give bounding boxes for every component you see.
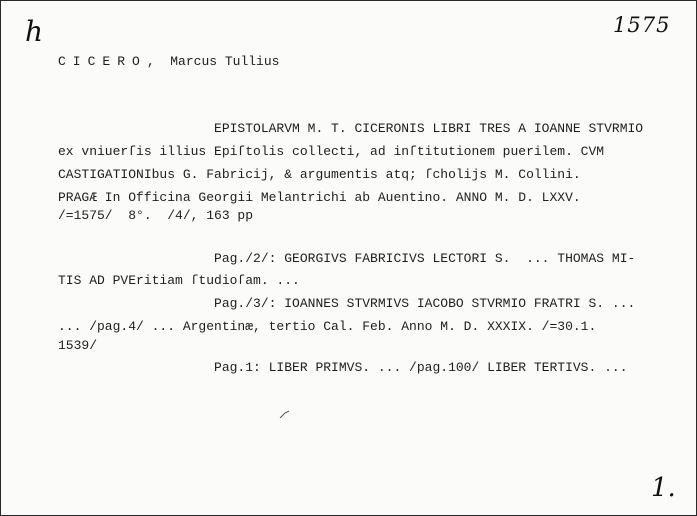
heading-separator: , — [146, 54, 155, 69]
title-line-3: CASTIGATIONIbus G. Fabricij, & argumentis atq; ſcholijs M. Collini. — [58, 167, 581, 182]
ink-speck — [279, 409, 291, 419]
handwritten-corner-mark: h — [25, 15, 44, 48]
note-line-6: Pag.1: LIBER PRIMVS. ... /pag.100/ LIBER TERTIVS. ... — [58, 360, 628, 375]
title-line-2: ex vniuerſis illius Epiſtolis collecti, ad inſtitutionem puerilem. CVM — [58, 144, 605, 159]
author-surname: CICERO — [58, 54, 147, 69]
handwritten-catalog-number: 1575 — [613, 13, 671, 37]
note-line-3: Pag./3/: IOANNES STVRMIVS IACOBO STVRMIO FRATRI S. ... — [58, 296, 636, 311]
author-heading — [58, 54, 279, 70]
title-line-1: EPISTOLARVM M. T. CICERONIS LIBRI TRES A IOANNE STVRMIO — [58, 121, 644, 136]
note-line-5: 1539/ — [58, 338, 98, 353]
author-given-names: Marcus Tullius — [170, 54, 280, 69]
note-line-4: ... /pag.4/ ... Argentinæ, tertio Cal. Feb. Anno M. D. XXXIX. /=30.1. — [58, 319, 597, 334]
collation-line: /=1575/ 8°. /4/, 163 pp — [58, 208, 254, 223]
note-line-2: TIS AD PVEritiam ſtudioſam. ... — [58, 273, 300, 288]
handwritten-card-sequence: 1. — [651, 473, 676, 503]
note-line-1: Pag./2/: GEORGIVS FABRICIVS LECTORI S. ... THOMAS MI- — [58, 251, 636, 266]
imprint-line: PRAGÆ In Officina Georgii Melantrichi ab Auentino. ANNO M. D. LXXV. — [58, 190, 581, 205]
